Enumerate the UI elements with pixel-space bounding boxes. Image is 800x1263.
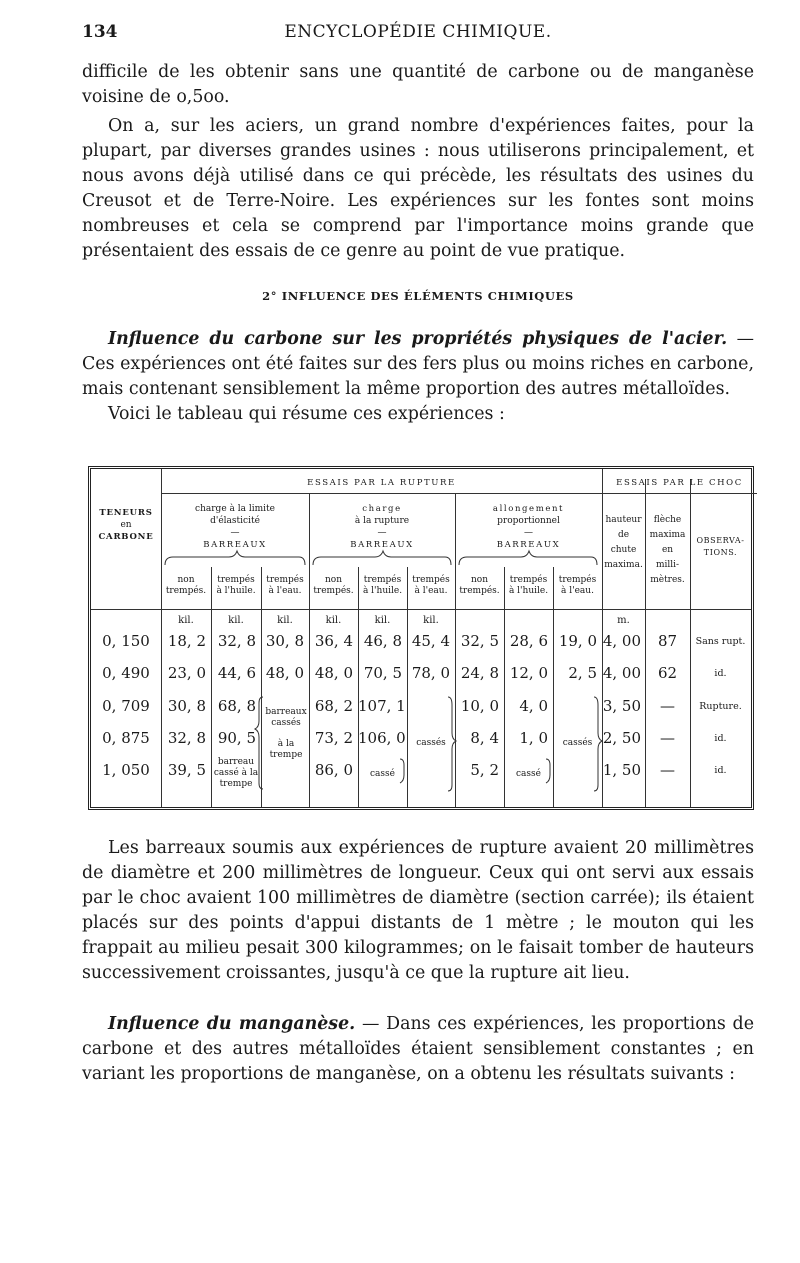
leaf-1-huile: trempés à l'huile.	[216, 575, 256, 596]
cell-value: 18, 2	[167, 632, 206, 650]
cell-value: 73, 2	[314, 729, 353, 747]
cell-value: 4, 00	[602, 664, 641, 682]
cell-value: 28, 6	[509, 632, 548, 650]
sub-allongement: allongement proportionnel — BARREAUX	[492, 504, 565, 550]
leaf-3-eau: trempés à l'eau.	[558, 575, 597, 596]
cell-value: 70, 5	[363, 664, 402, 682]
paragraph-3-title: Influence du carbone sur les propriétés physiques de l'acier.	[108, 329, 728, 349]
unit-kil: kil.	[325, 615, 342, 626]
leaf-2-non-trempes: non trempés.	[313, 575, 354, 596]
paragraph-3	[82, 327, 754, 402]
cell-value: 12, 0	[509, 664, 548, 682]
page-header	[82, 22, 754, 50]
cell-value: 68, 8	[217, 697, 256, 715]
note-casses: cassés	[416, 738, 446, 748]
leaf-2-huile: trempés à l'huile.	[362, 575, 403, 596]
cell-value: 36, 4	[314, 632, 353, 650]
paragraph-3-text: — Ces expériences ont été faites sur des fers plus ou moins riches en carbone, mais contenant sensiblement la même proportion des autres métalloïdes.	[82, 329, 754, 399]
cell-value: 44, 6	[217, 664, 256, 682]
cell-value: 62	[657, 664, 678, 682]
observation: id.	[714, 765, 727, 776]
cell-value: 39, 5	[167, 761, 206, 779]
merge-braces	[91, 469, 751, 807]
cell-value: 1, 50	[602, 761, 641, 779]
paragraph-block-manganese	[82, 1012, 754, 1087]
cell-value: 32, 8	[217, 632, 256, 650]
cell-value: 4, 0	[519, 697, 548, 715]
cell-value: 24, 8	[460, 664, 499, 682]
observation: Sans rupt.	[695, 636, 746, 647]
cell-value: 3, 50	[602, 697, 641, 715]
cell-value: 48, 0	[265, 664, 304, 682]
cell-value: 87	[657, 632, 678, 650]
paragraph-continuation	[82, 60, 754, 110]
carbon-value: 0, 150	[102, 632, 150, 650]
cell-value: 46, 8	[363, 632, 402, 650]
paragraph-6	[82, 1012, 754, 1087]
note-casse: cassé	[370, 769, 395, 779]
col-hauteur-header: hauteur de chute maxima.	[604, 515, 643, 570]
paragraph-block-barreaux	[82, 836, 754, 986]
group-choc-header: ESSAIS PAR LE CHOC	[616, 478, 743, 488]
cell-value: 32, 8	[167, 729, 206, 747]
unit-kil: kil.	[178, 615, 194, 626]
cell-value: 30, 8	[167, 697, 206, 715]
cell-value: 30, 8	[265, 632, 304, 650]
running-title: ENCYCLOPÉDIE CHIMIQUE.	[284, 22, 552, 42]
sub-charge-limite: charge à la limite d'élasticité — BARREAUX	[195, 504, 275, 550]
col-observations-header: OBSERVA- TIONS.	[696, 536, 745, 557]
paragraph-2: On a, sur les aciers, un grand nombre d'expériences faites, pour la plupart, par diverses grandes usines : nous utiliserons principalement, et nous avons déjà utilisé dans ce qui précède, les résultats des usines du Creusot et de Terre-Noire. Les expériences sur les fontes sont moins nombreuses et cela se comprend par l'importance moins grande que présentaient des essais de ce genre au point de vue pratique.	[82, 116, 754, 261]
cell-value: —	[660, 761, 675, 779]
group-rupture-header: ESSAIS PAR LA RUPTURE	[307, 478, 456, 488]
sub-charge-rupture: charge à la rupture — BARREAUX	[350, 504, 414, 550]
paragraph-5: Les barreaux soumis aux expériences de rupture avaient 20 millimètres de diamètre et 200 millimètres de longueur. Ceux qui ont servi aux essais par le choc avaient 100 millimètres de diamètre (section carrée); ils étaient placés sur des points d'appui distants de 1 mètre ; le mouton qui les frappait au milieu pesait 300 kilogrammes; on le faisait tomber de hauteurs successivement croissantes, jusqu'à ce que la rupture ait lieu.	[82, 838, 754, 983]
leaf-1-non-trempes: non trempés.	[165, 575, 207, 596]
paragraph-4: Voici le tableau qui résume ces expériences :	[108, 404, 505, 424]
cell-value: 106, 0	[358, 729, 406, 747]
observation: id.	[714, 668, 727, 679]
paragraph-block-carbone	[82, 327, 754, 427]
note-barreaux-casses: barreaux cassés à la trempe	[265, 707, 307, 760]
cell-value: 1, 0	[519, 729, 548, 747]
paragraph-1: difficile de les obtenir sans une quantité de carbone ou de manganèse voisine de o,5oo.	[82, 62, 754, 107]
cell-value: 2, 50	[602, 729, 641, 747]
cell-value: —	[660, 697, 675, 715]
col-fleche-header: flèche maxima en milli- mètres.	[649, 515, 686, 585]
paragraph-6-text: — Dans ces expériences, les proportions de carbone et des autres métalloïdes étaient sensiblement constantes ; en variant les proportions de manganèse, on a obtenu les résultats suivants :	[82, 1014, 754, 1084]
observation: id.	[714, 733, 727, 744]
cell-value: 86, 0	[314, 761, 353, 779]
carbon-value: 0, 709	[102, 697, 150, 715]
note-casse: cassé	[516, 769, 541, 779]
cell-value: 78, 0	[411, 664, 450, 682]
leaf-3-non-trempes: non trempés.	[459, 575, 500, 596]
note-barreau-casse: barreau cassé à la trempe	[213, 757, 259, 789]
unit-kil: kil.	[374, 615, 391, 626]
section-heading: 2° INFLUENCE DES ÉLÉMENTS CHIMIQUES	[262, 289, 574, 303]
unit-kil: kil.	[277, 615, 293, 626]
cell-value: 5, 2	[470, 761, 499, 779]
cell-value: 45, 4	[411, 632, 450, 650]
leaf-3-huile: trempés à l'huile.	[508, 575, 549, 596]
cell-value: 32, 5	[460, 632, 499, 650]
paragraph-block	[82, 114, 754, 264]
carbon-value: 0, 875	[102, 729, 150, 747]
cell-value: 19, 0	[558, 632, 597, 650]
note-casses: cassés	[562, 738, 593, 748]
unit-kil: kil.	[423, 615, 439, 626]
carbon-value: 0, 490	[102, 664, 150, 682]
cell-value: 23, 0	[167, 664, 206, 682]
carbon-value: 1, 050	[102, 761, 150, 779]
observation: Rupture.	[699, 701, 742, 712]
cell-value: 90, 5	[217, 729, 256, 747]
results-table	[88, 466, 754, 810]
cell-value: 4, 00	[602, 632, 641, 650]
cell-value: 107, 1	[358, 697, 406, 715]
unit-m: m.	[617, 615, 630, 626]
cell-value: 8, 4	[470, 729, 499, 747]
cell-value: 48, 0	[314, 664, 353, 682]
cell-value: 2, 5	[568, 664, 597, 682]
col-teneurs-header: TENEURS en CARBONE	[98, 508, 154, 542]
leaf-1-eau: trempés à l'eau.	[266, 575, 304, 596]
unit-kil: kil.	[228, 615, 244, 626]
cell-value: 10, 0	[460, 697, 499, 715]
leaf-2-eau: trempés à l'eau.	[412, 575, 450, 596]
paragraph-6-title: Influence du manganèse.	[108, 1014, 356, 1034]
page-number: 134	[82, 22, 118, 42]
cell-value: —	[660, 729, 675, 747]
cell-value: 68, 2	[314, 697, 353, 715]
